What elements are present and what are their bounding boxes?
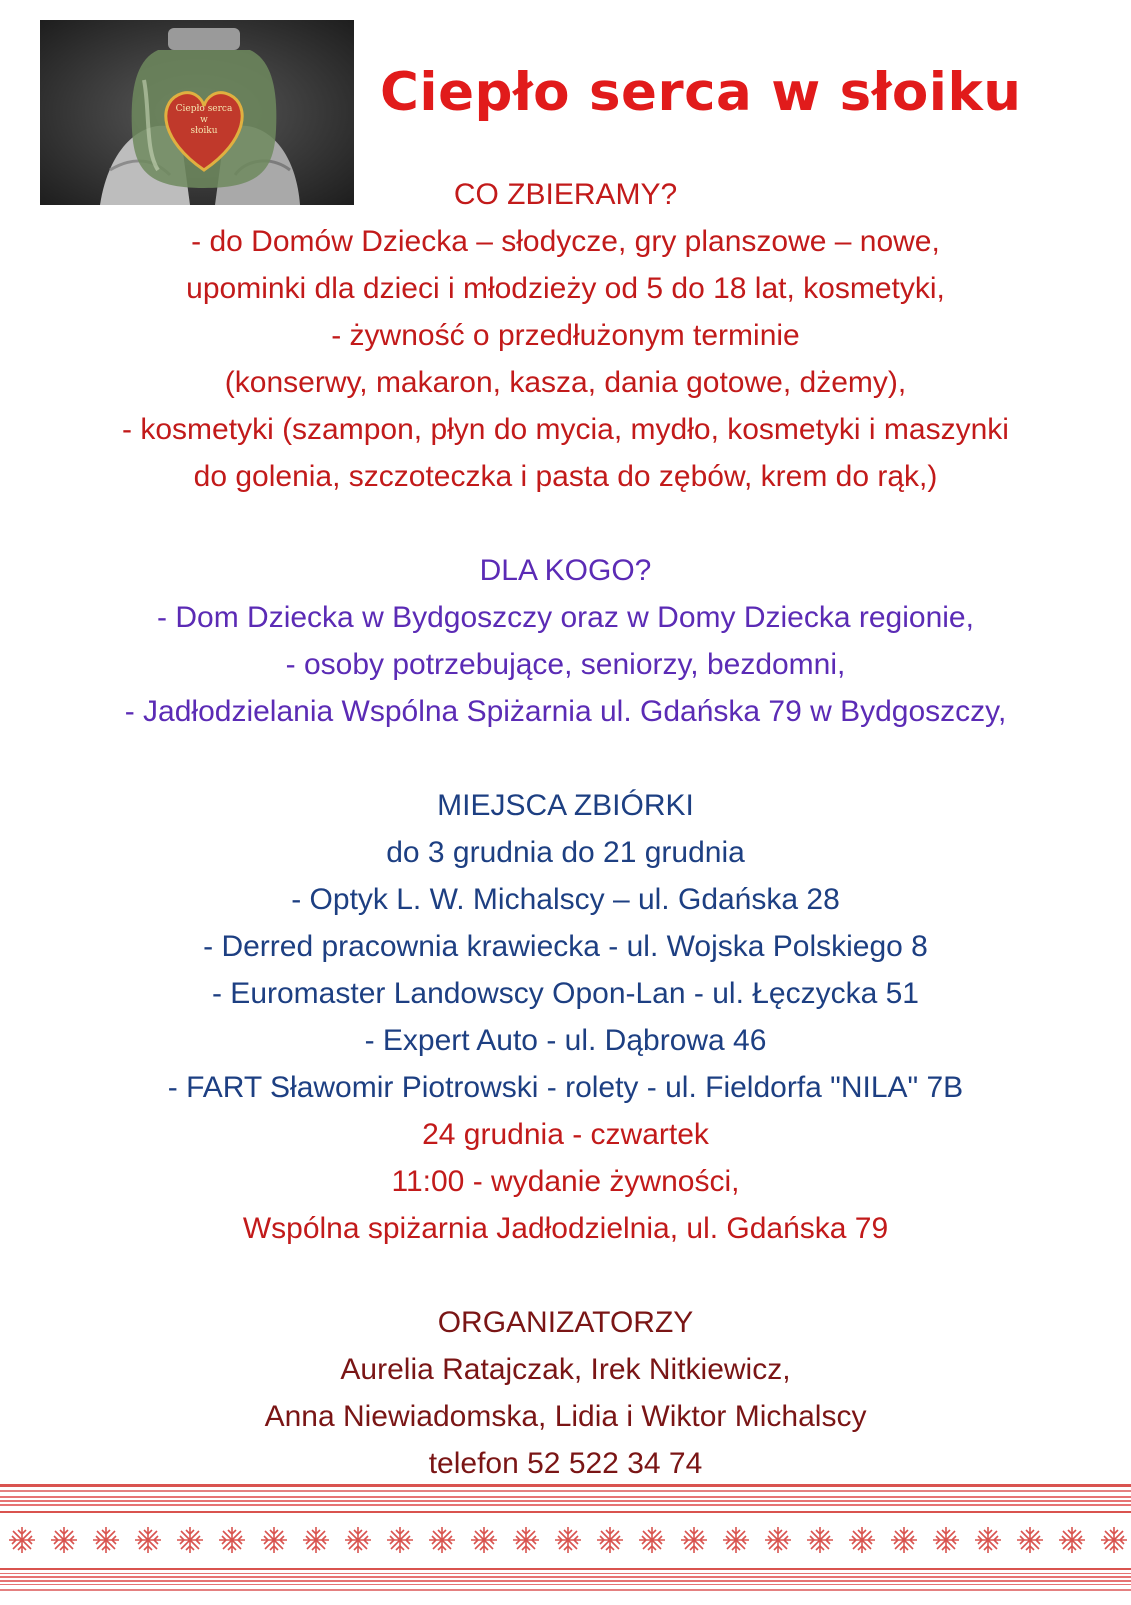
snowflake-icon [219,1527,245,1553]
snowflake-icon [849,1527,875,1553]
place-line: - Euromaster Landowscy Opon-Lan - ul. Łęczycka 51 [211,977,919,1010]
spacer [0,735,1131,782]
for-whom-line: - Jadłodzielania Wspólna Spiżarnia ul. Gdańska 79 w Bydgoszczy, [124,695,1007,728]
spacer [0,500,1131,547]
snowflake-border [0,1484,1131,1600]
event-line: Wspólna spiżarnia Jadłodzielnia, ul. Gdańska 79 [242,1212,889,1245]
for-whom-heading: DLA KOGO? [479,554,652,587]
snowflake-icon [345,1527,371,1553]
spacer [0,1252,1131,1299]
organizer-line: Aurelia Ratajczak, Irek Nitkiewicz, [340,1353,791,1386]
snowflake-icon [93,1527,119,1553]
snowflake-icon [681,1527,707,1553]
event-line: 11:00 - wydanie żywności, [391,1165,740,1198]
snowflake-icon [513,1527,539,1553]
collect-line: - kosmetyki (szampon, płyn do mycia, mydło, kosmetyki i maszynki [122,413,1009,446]
jar-label-line: Ciepło serca [175,104,233,114]
jar-label [172,104,236,137]
place-line: - Optyk L. W. Michalscy – ul. Gdańska 28 [291,883,840,916]
snowflake-icon [387,1527,413,1553]
place-line: - Expert Auto - ul. Dąbrowa 46 [364,1024,767,1057]
snowflake-icon [639,1527,665,1553]
snowflake-icon [261,1527,287,1553]
jar-label-line: w [200,115,208,125]
snowflake-icon [177,1527,203,1553]
organizer-line: Anna Niewiadomska, Lidia i Wiktor Michalscy [264,1400,867,1433]
snowflake-icon [429,1527,455,1553]
for-whom-line: - osoby potrzebujące, seniorzy, bezdomni, [285,648,846,681]
places-dates: do 3 grudnia do 21 grudnia [386,836,745,869]
snowflake-icon [1101,1527,1127,1553]
collect-line: - do Domów Dziecka – słodycze, gry planszowe – nowe, [191,225,940,258]
snowflake-icon [933,1527,959,1553]
snowflake-icon [135,1527,161,1553]
place-line: - FART Sławomir Piotrowski - rolety - ul. Fieldorfa "NILA" 7B [167,1071,964,1104]
snowflake-icon [303,1527,329,1553]
collect-line: upominki dla dzieci i młodzieży od 5 do 18 lat, kosmetyki, [186,272,945,305]
collect-line: - żywność o przedłużonym terminie [331,319,800,352]
snowflake-icon [765,1527,791,1553]
snowflake-icon [9,1527,35,1553]
snowflake-icon [1017,1527,1043,1553]
collect-line: do golenia, szczoteczka i pasta do zębów, krem do rąk,) [193,460,938,493]
page-title: Ciepło serca w słoiku [380,62,1022,123]
for-whom-line: - Dom Dziecka w Bydgoszczy oraz w Domy Dziecka regionie, [157,601,974,634]
collect-line: (konserwy, makaron, kasza, dania gotowe, dżemy), [224,366,907,399]
organizers-heading: ORGANIZATORZY [437,1306,694,1339]
snowflake-icon [891,1527,917,1553]
snowflake-icon [597,1527,623,1553]
event-line: 24 grudnia - czwartek [422,1118,709,1151]
snowflake-icon [723,1527,749,1553]
snowflake-icon [471,1527,497,1553]
snowflake-icon [1059,1527,1085,1553]
phone-line: telefon 52 522 34 74 [428,1447,703,1480]
snowflake-icon [555,1527,581,1553]
snowflake-icon [975,1527,1001,1553]
jar-label-line: słoiku [190,126,218,136]
flyer-content [0,171,1131,1487]
collect-heading: CO ZBIERAMY? [453,178,678,211]
place-line: - Derred pracownia krawiecka - ul. Wojska Polskiego 8 [203,930,928,963]
snowflake-icon [807,1527,833,1553]
snowflake-icon [51,1527,77,1553]
places-heading: MIEJSCA ZBIÓRKI [437,789,694,822]
